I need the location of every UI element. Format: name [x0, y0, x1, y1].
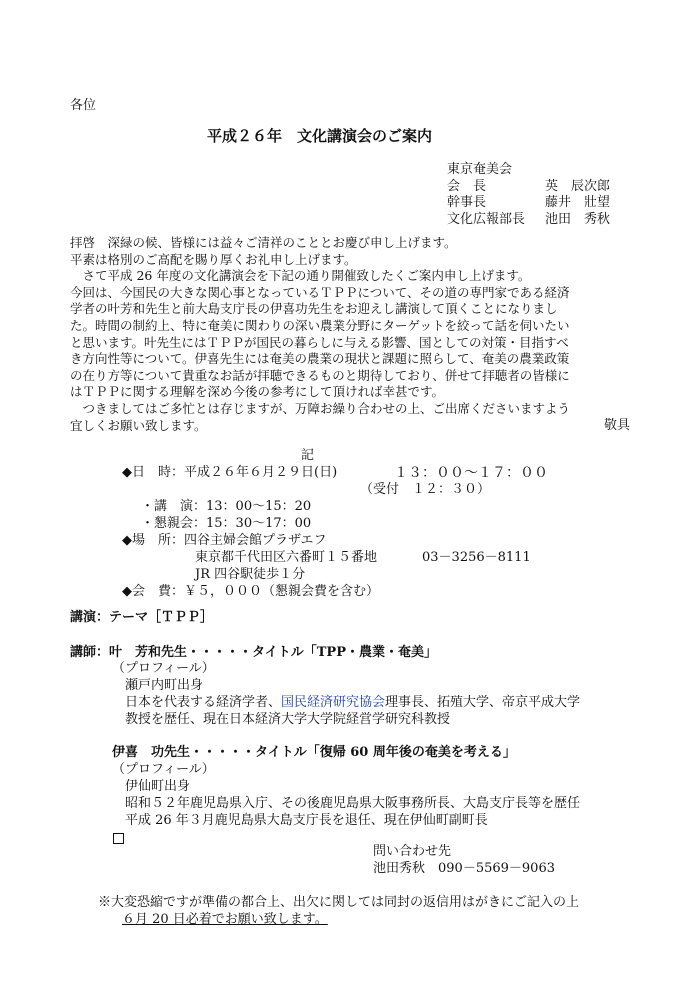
officer-row — [447, 212, 610, 229]
lecturer2-bio-line: 平成 26 年３月鹿児島県大島支庁長を退任、現在伊仙町副町長 — [125, 813, 488, 828]
body-line: と思います。叶先生にはＴＰＰが国民の暮らしに与える影響、国としての対策・目指すべ — [70, 334, 569, 350]
bio-text: 理事長、拓殖大学、帝京平成大学 — [385, 695, 581, 710]
body-line: はＴＰＰに関する理解を深め今後の参考にして頂ければ幸甚です。 — [70, 384, 445, 400]
organization-block — [447, 162, 610, 228]
body-line: 平素は格別のご高配を賜り厚くお礼申し上げます。 — [70, 251, 357, 267]
venue-access: JR 四谷駅徒歩１分 — [195, 567, 306, 582]
lecturer2-bio-line: 昭和５２年鹿児島県入庁、その後鹿児島県大阪事務所長、大島支庁長等を歴任 — [125, 796, 581, 811]
body-line: さて平成 26 年度の文化講演会を下記の通り開催致したくご案内申し上げます。 — [70, 268, 531, 284]
party-time: ・懇親会：15：30～17：00 — [141, 516, 312, 531]
lecturer1-heading: 講師：叶 芳和先生・・・・・タイトル「TPP・農業・奄美」 — [70, 645, 437, 660]
lecture-time: ・講 演：13：00～15：20 — [141, 499, 312, 514]
event-time: １３：００～１７：００ — [394, 465, 548, 481]
lecturer1-birthplace: 瀬戸内町出身 — [125, 678, 204, 693]
institute-link[interactable]: 国民経済研究協会 — [281, 695, 386, 710]
body-line: の在り方等について貴重なお話が拝聴できるものと期待しており、併せて拝聴者の皆様に — [70, 367, 570, 383]
body-line: つきましてはご多忙とは存じますが、万障お繰り合わせの上、ご出席くださいますよう — [70, 400, 571, 416]
officer-name: 池田 秀秋 — [545, 211, 611, 227]
lecturer1-bio-line — [125, 695, 580, 711]
officer-name: 英 辰次郎 — [545, 178, 611, 194]
venue: ◆場 所：四谷主婦会館プラザエフ — [122, 533, 327, 548]
body-line: 学者の叶芳和先生と前大島支庁長の伊喜功先生をお迎えし講演して頂くことになりまし — [70, 301, 558, 317]
fee: ◆会 費：￥５，０００（懇親会費を含む） — [122, 584, 379, 599]
lecturer2-heading: 伊喜 功先生・・・・・タイトル「復帰 60 周年後の奄美を考える」 — [112, 745, 516, 760]
bio-text: 日本を代表する経済学者、 — [125, 695, 282, 710]
ki-heading: 記 — [301, 448, 315, 463]
addressee: 各位 — [70, 98, 97, 113]
lecturer1-bio-line: 教授を歴任、現在日本経済大学大学院経営学研究科教授 — [125, 712, 451, 727]
body-line: き方向性等について。伊喜先生には奄美の農業の現状と課題に照らして、奄美の農業政策 — [70, 351, 570, 367]
body-line: 拝啓 深緑の候、皆様には益々ご清祥のこととお慶び申し上げます。 — [70, 235, 457, 250]
body-line: 宜しくお願い致します。 — [70, 417, 207, 433]
lecturer2-profile-label: （プロフィール） — [112, 762, 215, 777]
empty-checkbox — [113, 829, 124, 848]
greeting-body — [70, 235, 640, 434]
footnote-deadline: ６月 20 日必着でお願い致します。 — [122, 912, 328, 927]
contact-person-phone: 池田秀秋 090－5569－9063 — [373, 861, 555, 876]
venue-phone: 03－3256－8111 — [422, 550, 531, 565]
venue-address: 東京都千代田区六番町１５番地 — [195, 550, 378, 565]
officer-row — [447, 195, 610, 212]
officer-name: 藤井 壯望 — [545, 195, 611, 210]
lecture-theme: 講演：テーマ［ＴＰＰ］ — [70, 610, 214, 625]
body-line: 今回は、今国民の大きな関心事となっているＴＰＰについて、その道の専門家である経済 — [70, 284, 570, 300]
closing-keigu: 敬具 — [604, 418, 631, 433]
officer-role: 会 長 — [447, 178, 487, 194]
lecturer2-birthplace: 伊仙町出身 — [125, 779, 191, 794]
reception-time: （受付 １２：３０） — [360, 482, 491, 497]
body-line: た。時間の制約上、特に奄美に関わりの深い農業分野にターゲットを絞って話を伺いたい — [70, 317, 570, 333]
officer-row — [447, 179, 610, 196]
officer-role: 文化広報部長 — [447, 211, 526, 227]
organization-name: 東京奄美会 — [447, 162, 513, 177]
officer-role: 幹事長 — [447, 195, 487, 210]
footnote-line: ※大変恐縮ですが準備の都合上、出欠に関しては同封の返信用はがきにご記入の上 — [98, 895, 580, 910]
page-title: 平成２６年 文化講演会のご案内 — [207, 127, 433, 145]
contact-label: 問い合わせ先 — [373, 844, 452, 859]
event-date: ◆日 時：平成２６年６月２９日(日) — [122, 465, 338, 480]
lecturer1-profile-label: （プロフィール） — [112, 661, 215, 676]
